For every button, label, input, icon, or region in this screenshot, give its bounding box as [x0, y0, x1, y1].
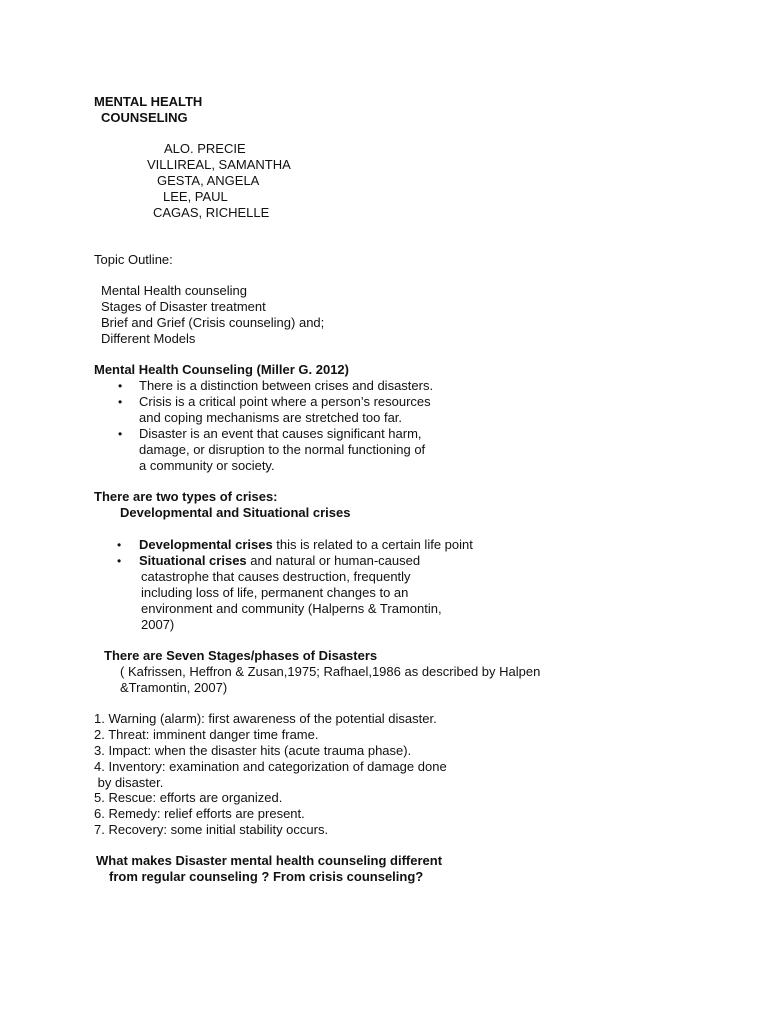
- bullet-icon: •: [118, 379, 123, 393]
- citation: ( Kafrissen, Heffron & Zusan,1975; Rafhael,1986 as described by Halpen: [120, 664, 541, 679]
- stage-item: by disaster.: [94, 775, 164, 790]
- stage-item: 1. Warning (alarm): first awareness of the potential disaster.: [94, 711, 437, 726]
- crisis-term: Developmental crises: [139, 537, 273, 552]
- stage-item: 3. Impact: when the disaster hits (acute trauma phase).: [94, 743, 412, 758]
- stage-item: 2. Threat: imminent danger time frame.: [94, 727, 319, 742]
- outline-item: Mental Health counseling: [101, 283, 247, 298]
- crisis-description-cont: including loss of life, permanent changes to an: [141, 585, 409, 600]
- bullet-text: and coping mechanisms are stretched too far.: [139, 410, 403, 425]
- author-name: ALO. PRECIE: [164, 141, 246, 156]
- bullet-icon: •: [117, 554, 122, 568]
- question-line: What makes Disaster mental health counseling different: [96, 853, 443, 868]
- author-name: LEE, PAUL: [163, 189, 228, 204]
- crisis-description-cont: environment and community (Halperns & Tramontin,: [141, 601, 442, 616]
- crisis-description-cont: 2007): [141, 617, 175, 632]
- bullet-text: There is a distinction between crises and disasters.: [139, 378, 434, 393]
- outline-item: Different Models: [101, 331, 196, 346]
- question-line: from regular counseling ? From crisis counseling?: [109, 869, 424, 884]
- crisis-item: [139, 553, 420, 569]
- citation: &Tramontin, 2007): [120, 680, 228, 695]
- outline-item: Stages of Disaster treatment: [101, 299, 266, 314]
- doc-title-line1: MENTAL HEALTH: [94, 94, 203, 109]
- bullet-icon: •: [118, 395, 123, 409]
- outline-item: Brief and Grief (Crisis counseling) and;: [101, 315, 325, 330]
- bullet-text: damage, or disruption to the normal functioning of: [139, 442, 426, 457]
- section-heading: There are two types of crises:: [94, 489, 278, 504]
- bullet-text: Crisis is a critical point where a person’s resources: [139, 394, 431, 409]
- author-name: VILLIREAL, SAMANTHA: [147, 157, 291, 172]
- crisis-description: this is related to a certain life point: [272, 537, 473, 552]
- outline-heading: Topic Outline:: [94, 252, 173, 267]
- doc-title-line2: COUNSELING: [101, 110, 188, 125]
- bullet-text: a community or society.: [139, 458, 275, 473]
- section-heading: There are Seven Stages/phases of Disasters: [104, 648, 378, 663]
- author-name: CAGAS, RICHELLE: [153, 205, 270, 220]
- section-heading: Mental Health Counseling (Miller G. 2012): [94, 362, 349, 377]
- bullet-icon: •: [117, 538, 122, 552]
- bullet-icon: •: [118, 427, 123, 441]
- author-name: GESTA, ANGELA: [157, 173, 260, 188]
- crisis-description-cont: catastrophe that causes destruction, frequently: [141, 569, 411, 584]
- stage-item: 4. Inventory: examination and categorization of damage done: [94, 759, 447, 774]
- section-subheading: Developmental and Situational crises: [120, 505, 351, 520]
- stage-item: 7. Recovery: some initial stability occurs.: [94, 822, 329, 837]
- bullet-text: Disaster is an event that causes significant harm,: [139, 426, 422, 441]
- crisis-description: and natural or human-caused: [246, 553, 421, 568]
- crisis-item: [139, 537, 473, 553]
- stage-item: 6. Remedy: relief efforts are present.: [94, 806, 305, 821]
- crisis-term: Situational crises: [139, 553, 247, 568]
- stage-item: 5. Rescue: efforts are organized.: [94, 790, 283, 805]
